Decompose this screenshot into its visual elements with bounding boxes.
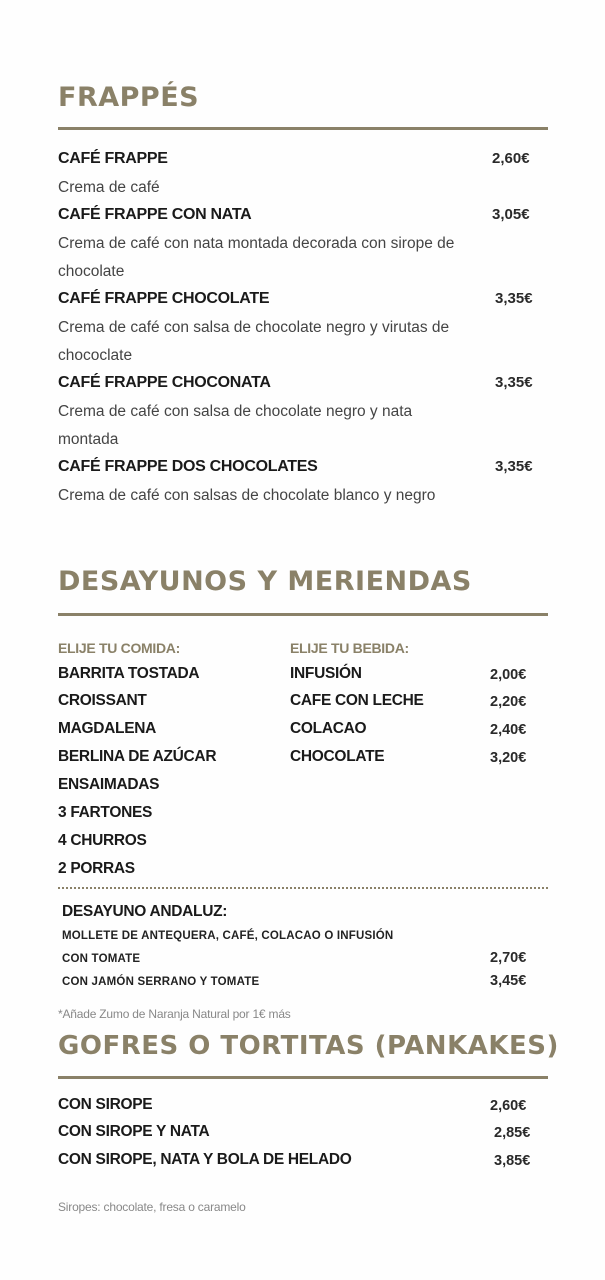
section-title-frappes: FRAPPÉS [58, 82, 200, 113]
item-price: 3,35€ [495, 374, 533, 391]
juice-note: *Añade Zumo de Naranja Natural por 1€ más [58, 1007, 291, 1021]
item-description: Crema de café con salsa de chocolate negro y nata montada [58, 403, 413, 448]
gofre-price: 2,85€ [494, 1125, 531, 1141]
gofre-price: 3,85€ [494, 1153, 531, 1169]
food-option: 4 CHURROS [58, 832, 147, 849]
drink-option: COLACAO [290, 720, 367, 737]
drink-option: CAFE CON LECHE [290, 692, 424, 709]
item-price: 3,35€ [495, 290, 533, 307]
item-price: 2,60€ [492, 150, 530, 167]
food-option: BERLINA DE AZÚCAR [58, 748, 217, 765]
gofre-option: CON SIROPE, NATA Y BOLA DE HELADO [58, 1151, 352, 1168]
item-description: Crema de café con salsas de chocolate blanco y negro [58, 487, 436, 504]
food-option: MAGDALENA [58, 720, 157, 737]
item-name: CAFÉ FRAPPE [58, 150, 168, 167]
item-description: Crema de café con salsa de chocolate negro y virutas de chococlate [58, 319, 450, 364]
drink-price: 2,00€ [490, 667, 527, 683]
andaluz-price: 2,70€ [490, 950, 527, 966]
food-option: CROISSANT [58, 692, 147, 709]
section-divider [58, 127, 548, 130]
item-name: CAFÉ FRAPPE CHOCOLATE [58, 290, 270, 307]
section-title-gofres: GOFRES O TORTITAS (PANKAKES) [58, 1031, 559, 1061]
drink-option: CHOCOLATE [290, 748, 385, 765]
item-description: Crema de café [58, 179, 160, 196]
item-name: CAFÉ FRAPPE CON NATA [58, 206, 252, 223]
drink-price: 3,20€ [490, 750, 527, 766]
food-option: ENSAIMADAS [58, 776, 160, 793]
food-option: 3 FARTONES [58, 804, 153, 821]
item-description: Crema de café con nata montada decorada con sirope de chocolate [58, 235, 455, 280]
section-title-desayunos: DESAYUNOS Y MERIENDAS [58, 566, 472, 597]
gofre-option: CON SIROPE Y NATA [58, 1123, 210, 1140]
dotted-divider [58, 887, 548, 889]
drink-price: 2,20€ [490, 694, 527, 710]
section-divider [58, 613, 548, 616]
section-divider [58, 1076, 548, 1079]
drink-price: 2,40€ [490, 722, 527, 738]
food-option: 2 PORRAS [58, 860, 135, 877]
andaluz-title: DESAYUNO ANDALUZ: [62, 903, 228, 920]
food-column-header: ELIJE TU COMIDA: [58, 640, 180, 656]
gofre-option: CON SIROPE [58, 1096, 153, 1113]
item-price: 3,05€ [492, 206, 530, 223]
item-name: CAFÉ FRAPPE DOS CHOCOLATES [58, 458, 318, 475]
andaluz-price: 3,45€ [490, 973, 527, 989]
andaluz-option: CON JAMÓN SERRANO Y TOMATE [62, 976, 260, 988]
andaluz-subtitle: MOLLETE DE ANTEQUERA, CAFÉ, COLACAO O INFUSIÓN [62, 930, 394, 942]
drink-column-header: ELIJE TU BEBIDA: [290, 640, 409, 656]
item-price: 3,35€ [495, 458, 533, 475]
item-name: CAFÉ FRAPPE CHOCONATA [58, 374, 271, 391]
drink-option: INFUSIÓN [290, 665, 362, 682]
food-option: BARRITA TOSTADA [58, 665, 200, 682]
gofre-price: 2,60€ [490, 1098, 527, 1114]
siropes-note: Siropes: chocolate, fresa o caramelo [58, 1200, 246, 1214]
andaluz-option: CON TOMATE [62, 953, 141, 965]
